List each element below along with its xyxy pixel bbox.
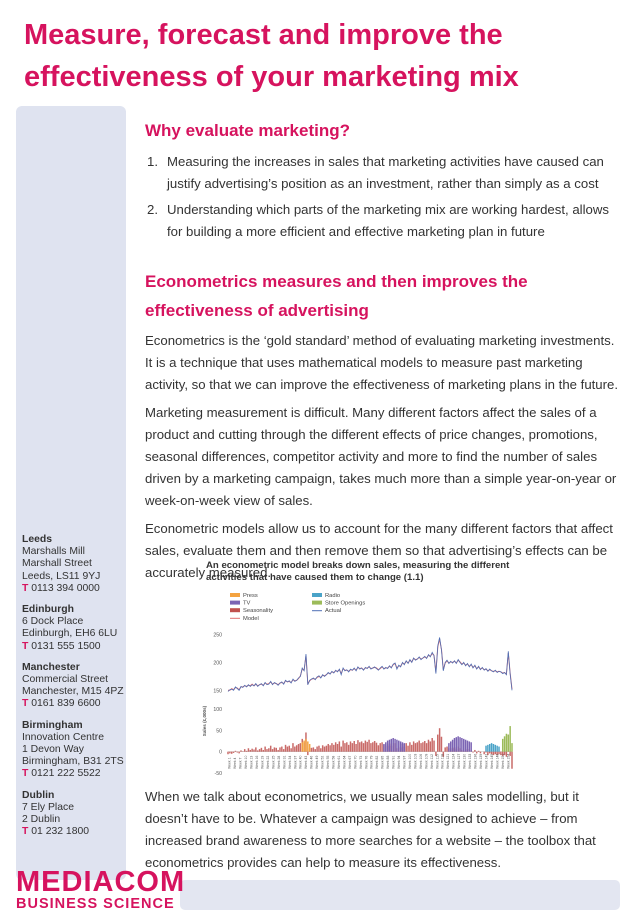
legend-swatch-tv [230, 601, 240, 605]
radio-bar [496, 746, 497, 752]
seasonality-bar [407, 746, 408, 752]
tv-bar [383, 744, 384, 752]
seasonality-bar [357, 740, 358, 752]
seasonality-bar [285, 745, 286, 752]
seasonality-bar [365, 741, 366, 752]
seasonality-bar [361, 741, 362, 751]
reasons-list [145, 151, 620, 243]
x-tick-label: Week 145 [489, 753, 494, 770]
seasonality-bar [251, 749, 252, 752]
tv-bar [389, 740, 390, 752]
section-heading-econometrics: Econometrics measures and then improves the effectiveness of advertising [145, 272, 528, 320]
paragraph: Econometrics is the ‘gold standard’ method of evaluating marketing investments. It is a technique that uses mathematical models to measure past marketing activity, so that we can improve the effectiveness of marketing plans in the future. [145, 333, 619, 392]
x-tick-label: Week 76 [364, 755, 369, 770]
seasonality-bar [485, 752, 486, 753]
x-tick-label: Week 124 [451, 753, 456, 770]
actual-line [228, 637, 512, 691]
seasonality-bar [431, 738, 432, 752]
chart-title: An econometric model breaks down sales, measuring the different activities that have caused them to change (1.1) [206, 560, 510, 583]
legend-label: Store Openings [325, 600, 366, 607]
x-tick-label: Week 100 [408, 753, 412, 770]
seasonality-bar [253, 750, 254, 752]
x-tick-label: Week 85 [380, 755, 385, 770]
seasonality-bar [298, 744, 299, 752]
seasonality-bar [355, 744, 356, 752]
closing-paragraph: When we talk about econometrics, we usually mean sales modelling, but it doesn’t have to be. Whatever a campaign was designed to achieve – from increased brand awareness to more searches for a website – the toolbox that econometrics provides can help to measure its effectiveness. [145, 789, 596, 870]
list-item: 1. Measuring the increases in sales that marketing activities have caused can justify advertising’s position as an investment, rather than simply as a cost [147, 154, 604, 191]
x-tick-label: Week 46 [309, 755, 314, 770]
x-tick-label: Week 79 [369, 755, 374, 769]
seasonality-bar [329, 745, 330, 751]
lower-tick-label: 100 [213, 707, 222, 713]
tv-bar [396, 740, 397, 752]
model-line [228, 639, 512, 690]
seasonality-bar [259, 749, 260, 752]
x-tick-label: Week 106 [418, 753, 423, 770]
x-tick-label: Week 97 [402, 755, 407, 769]
seasonality-bar [328, 744, 329, 752]
seasonality-bar [292, 743, 293, 752]
seasonality-bar [359, 742, 360, 751]
office-edinburgh: Edinburgh 6 Dock Place Edinburgh, EH6 6LU T 0131 555 1500 [22, 604, 142, 653]
list-item: 2. Understanding which parts of the marketing mix are working hardest, allows for building a more efficient and effective marketing plan in future [147, 202, 609, 239]
x-tick-label: Week 142 [484, 753, 489, 769]
x-tick-label: Week 19 [260, 755, 265, 769]
office-manchester: Manchester Commercial Street Manchester, M15 4PZ T 0161 839 6600 [22, 662, 142, 711]
legend-label: TV [243, 600, 251, 607]
x-tick-label: Week 31 [282, 755, 287, 769]
seasonality-bar [474, 750, 475, 752]
seasonality-bar [350, 741, 351, 751]
seasonality-bar [363, 743, 364, 752]
x-tick-label: Week 37 [293, 755, 298, 770]
seasonality-bar [261, 748, 262, 752]
press-bar [303, 741, 304, 752]
radio-bar [493, 744, 494, 752]
x-tick-label: Week 73 [358, 755, 363, 769]
seasonality-bar [420, 743, 421, 752]
paragraph: Econometric models allow us to account for the many different factors that affect sales, evaluate them and then remove them so that advertising’s effects can be accurately measured. [145, 521, 613, 580]
x-tick-label: Week 4 [233, 757, 238, 770]
seasonality-bar [424, 741, 425, 752]
tv-bar [452, 740, 453, 752]
seasonality-bar [340, 747, 341, 752]
seasonality-bar [268, 748, 269, 751]
seasonality-bar [422, 742, 423, 751]
seasonality-bar [437, 735, 438, 752]
legend-label: Seasonality [243, 608, 273, 615]
seasonality-bar [264, 747, 265, 752]
seasonality-bar [272, 749, 273, 752]
seasonality-bar [270, 746, 271, 752]
radio-bar [487, 745, 488, 752]
phone: T 0113 394 0000 [22, 582, 100, 594]
seasonality-bar [374, 741, 375, 752]
seasonality-bar [379, 743, 380, 752]
seasonality-bar [353, 741, 354, 752]
radio-bar [495, 745, 496, 752]
legend-label: Actual [325, 608, 342, 615]
radio-bar [485, 746, 486, 752]
x-tick-label: Week 16 [255, 755, 259, 769]
seasonality-bar [281, 747, 282, 752]
seasonality-bar [296, 745, 297, 751]
x-tick-label: Week 34 [287, 755, 292, 769]
econometric-chart [200, 560, 525, 775]
seasonality-bar [441, 737, 442, 752]
x-tick-label: Week 67 [347, 755, 352, 770]
office-dublin: Dublin 7 Ely Place 2 Dublin T 01 232 1800 [22, 790, 142, 839]
footer-bar [180, 880, 620, 910]
seasonality-bar [227, 752, 228, 755]
tv-bar [394, 739, 395, 752]
office-birmingham: Birmingham Innovation Centre 1 Devon Way Birmingham, B31 2TS T 0121 222 5522 [22, 720, 142, 781]
x-tick-label: Week 115 [435, 754, 440, 770]
seasonality-bar [322, 745, 323, 751]
closing-section [145, 786, 620, 880]
store-openings-bar [509, 726, 510, 752]
radio-bar [489, 744, 490, 752]
seasonality-bar [344, 743, 345, 752]
tv-bar [461, 738, 462, 752]
chart-svg [200, 583, 525, 777]
tv-bar [391, 739, 392, 752]
store-openings-bar [508, 735, 509, 752]
seasonality-bar [366, 742, 367, 752]
lower-tick-label: 50 [216, 728, 222, 735]
seasonality-bar [320, 748, 321, 751]
seasonality-bar [326, 746, 327, 752]
seasonality-bar [315, 749, 316, 752]
x-tick-label: Week 103 [413, 753, 418, 769]
x-tick-label: Week 148 [495, 753, 500, 769]
seasonality-bar [342, 741, 343, 752]
x-tick-label: Week 61 [337, 755, 341, 770]
x-tick-label: Week 88 [386, 755, 391, 769]
legend-label: Model [243, 615, 259, 622]
tv-bar [402, 742, 403, 751]
upper-tick-label: 250 [213, 632, 222, 639]
x-tick-label: Week 91 [391, 755, 396, 770]
seasonality-bar [409, 742, 410, 751]
press-bar [305, 739, 306, 752]
tv-bar [459, 737, 460, 752]
tv-bar [470, 742, 471, 751]
upper-tick-label: 200 [213, 660, 222, 667]
tv-bar [450, 741, 451, 751]
x-tick-label: Week 151 [500, 753, 505, 769]
x-tick-label: Week 112 [429, 754, 434, 769]
seasonality-bar [238, 752, 239, 754]
tv-bar [398, 741, 399, 752]
seasonality-bar [307, 752, 308, 755]
seasonality-bar [444, 747, 445, 751]
seasonality-bar [316, 747, 317, 752]
x-tick-label: Week 52 [320, 755, 325, 770]
store-openings-bar [511, 743, 512, 752]
seasonality-bar [277, 750, 278, 752]
seasonality-bar [405, 743, 406, 752]
seasonality-bar [300, 743, 301, 752]
seasonality-bar [478, 751, 479, 752]
seasonality-bar [339, 741, 340, 751]
x-tick-label: Week 118 [440, 754, 445, 769]
seasonality-bar [439, 728, 440, 751]
seasonality-bar [489, 752, 490, 754]
store-openings-bar [504, 736, 505, 751]
seasonality-bar [250, 750, 251, 752]
seasonality-bar [352, 743, 353, 752]
tv-bar [469, 741, 470, 751]
phone: T 0121 222 5522 [22, 768, 101, 780]
seasonality-bar [237, 752, 238, 753]
seasonality-bar [255, 747, 256, 751]
seasonality-bar [472, 752, 473, 753]
radio-bar [498, 747, 499, 752]
x-tick-label: Week 1 [227, 757, 232, 769]
seasonality-bar [430, 741, 431, 751]
x-tick-label: Week 82 [375, 755, 380, 770]
seasonality-bar [248, 748, 249, 751]
seasonality-bar [333, 745, 334, 752]
section-heading-why: Why evaluate marketing? [145, 121, 351, 140]
seasonality-bar [418, 741, 419, 752]
tv-bar [454, 738, 455, 752]
x-tick-label: Week 154 [506, 753, 511, 770]
x-tick-label: Week 64 [342, 755, 347, 769]
seasonality-bar [311, 748, 312, 752]
legend-swatch-store-openings [312, 601, 322, 605]
x-tick-label: Week 28 [276, 755, 281, 770]
x-tick-label: Week 7 [238, 757, 243, 770]
x-tick-label: Week 130 [462, 753, 467, 770]
page-title: Measure, forecast and improve the effectiveness of your marketing mix [24, 19, 519, 93]
seasonality-bar [246, 751, 247, 752]
tv-bar [448, 743, 449, 752]
tv-bar [385, 742, 386, 751]
seasonality-bar [294, 747, 295, 752]
legend-swatch-radio [312, 593, 322, 597]
store-openings-bar [506, 734, 507, 752]
press-bar [302, 742, 303, 751]
x-tick-label: Week 121 [446, 753, 451, 770]
x-tick-label: Week 127 [457, 753, 462, 769]
seasonality-bar [413, 741, 414, 751]
seasonality-bar [370, 743, 371, 752]
seasonality-bar [378, 745, 379, 751]
tv-bar [467, 741, 468, 752]
x-tick-label: Week 49 [315, 755, 320, 769]
tv-bar [457, 736, 458, 751]
seasonality-bar [511, 752, 512, 769]
y-axis-label: Sales (£,000s) [202, 705, 207, 737]
x-tick-label: Week 133 [468, 753, 472, 769]
phone: T 0161 839 6600 [22, 698, 101, 710]
seasonality-bar [428, 740, 429, 752]
seasonality-bar [426, 743, 427, 752]
seasonality-bar [263, 750, 264, 752]
seasonality-bar [415, 743, 416, 752]
legend-label: Radio [325, 593, 341, 599]
seasonality-bar [331, 743, 332, 752]
upper-tick-label: 150 [213, 688, 222, 695]
seasonality-bar [372, 742, 373, 751]
paragraph: Marketing measurement is difficult. Many different factors affect the sales of a product and cutting through the different effects of price changes, promotions, seasonal differences, competitor activity and more to find the number of sales driven by a marketing campaign, takes much more than a simple year-on-year or week-on-week view of sales. [145, 405, 617, 508]
radio-bar [491, 743, 492, 752]
seasonality-bar [257, 750, 258, 751]
tv-bar [463, 739, 464, 752]
logo-subtitle: BUSINESS SCIENCE [16, 896, 175, 912]
lower-tick-label: 0 [219, 749, 222, 756]
x-tick-label: Week 25 [271, 755, 276, 769]
seasonality-bar [233, 752, 234, 753]
seasonality-bar [287, 747, 288, 752]
seasonality-bar [417, 742, 418, 751]
legend-label: Press [243, 593, 258, 599]
main-content [145, 116, 620, 590]
seasonality-bar [348, 745, 349, 752]
legend-swatch-press [230, 593, 240, 597]
seasonality-bar [231, 752, 232, 754]
office-leeds: Leeds Marshalls Mill Marshall Street Leeds, LS11 9YJ T 0113 394 0000 [22, 534, 142, 595]
seasonality-bar [446, 747, 447, 752]
tv-bar [465, 740, 466, 752]
seasonality-bar [313, 747, 314, 751]
seasonality-bar [283, 749, 284, 752]
phone: T 01 232 1800 [22, 826, 90, 838]
seasonality-bar [289, 746, 290, 752]
seasonality-bar [335, 742, 336, 751]
phone: T 0131 555 1500 [22, 640, 101, 652]
store-openings-bar [502, 739, 503, 752]
tv-bar [404, 743, 405, 752]
seasonality-bar [229, 752, 230, 754]
x-tick-label: Week 22 [266, 755, 270, 770]
x-tick-label: Week 139 [479, 753, 483, 770]
seasonality-bar [235, 751, 236, 752]
seasonality-bar [368, 740, 369, 752]
x-tick-label: Week 70 [353, 755, 358, 769]
press-bar [307, 741, 308, 751]
seasonality-bar [346, 742, 347, 751]
logo-wordmark: MEDIACOM [16, 866, 186, 898]
x-tick-label: Week 43 [304, 755, 309, 770]
seasonality-bar [318, 746, 319, 752]
mediacom-logo [16, 868, 191, 912]
seasonality-bar [476, 752, 477, 754]
seasonality-bar [274, 747, 275, 751]
tv-bar [456, 737, 457, 752]
x-tick-label: Week 40 [298, 755, 303, 769]
x-tick-label: Week 136 [473, 753, 478, 769]
tv-bar [400, 741, 401, 751]
seasonality-bar [433, 741, 434, 752]
x-tick-label: Week 13 [249, 755, 254, 770]
x-tick-label: Week 55 [326, 755, 330, 769]
lower-tick-label: -50 [214, 771, 222, 777]
seasonality-bar [480, 752, 481, 754]
seasonality-bar [244, 749, 245, 752]
tv-bar [392, 738, 393, 752]
tv-bar [387, 741, 388, 752]
seasonality-bar [266, 749, 267, 752]
seasonality-bar [324, 747, 325, 752]
press-bar [309, 744, 310, 752]
x-tick-label: Week 10 [244, 755, 249, 769]
seasonality-bar [337, 744, 338, 752]
x-tick-label: Week 94 [397, 755, 401, 769]
office-addresses [22, 534, 142, 847]
seasonality-bar [279, 747, 280, 751]
legend-swatch-seasonality [230, 608, 240, 612]
seasonality-bar [411, 745, 412, 752]
seasonality-bar [240, 750, 241, 751]
seasonality-bar [376, 743, 377, 752]
seasonality-bar [276, 748, 277, 752]
seasonality-bar [381, 742, 382, 751]
seasonality-bar [290, 748, 291, 751]
x-tick-label: Week 109 [424, 753, 429, 769]
x-tick-label: Week 58 [331, 755, 336, 769]
